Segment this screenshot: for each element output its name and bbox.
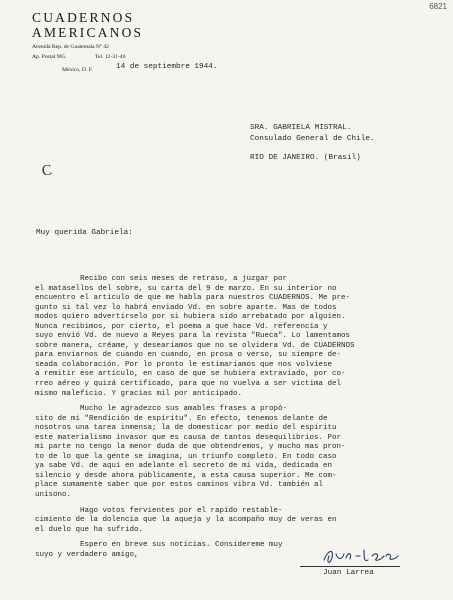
handwritten-signature bbox=[320, 544, 400, 568]
paragraph-2: Mucho le agradezco sus amables frases a propó- sito de mi "Rendición de espíritu". En efecto, tenemos delante de nosotros una tarea inmensa; la de domesticar por medio del espíritu este materialismo invasor que es causa de tantos desequilibrios. Por mi parte no tengo la menor duda de que obtendremos, y mucho mas pron- to de lo que la gente se imagina, un triunfo completo. En todo caso ya sabe Vd. de aquí en adelante el secreto de mi vida, dedicada en silencio y desde ahora públicamente, a esta causa superior. Me com- place sumamente saber que por estos caminos vibra Vd. también al unísono. bbox=[35, 405, 346, 500]
salutation: Muy querida Gabriela: bbox=[36, 229, 133, 237]
letterhead-tel: Tel. 12-31-46 bbox=[95, 54, 126, 60]
letter-date: 14 de septiembre 1944. bbox=[116, 63, 218, 71]
margin-mark: C bbox=[40, 162, 54, 180]
paragraph-4: Espero en breve sus noticias. Considereme muy suyo y verdadero amigo, bbox=[35, 541, 283, 559]
recipient-role: Consulado General de Chile. bbox=[250, 135, 375, 143]
letter-body bbox=[35, 275, 435, 560]
recipient-city: RIO DE JANEIRO. (Brasil) bbox=[250, 154, 361, 162]
signature-name: Juan Larrea bbox=[323, 569, 374, 577]
paragraph-1: Recibo con seis meses de retraso, a juzgar por el matasellos del sobre, su carta del 9 de marzo. En su interior no encuentro el artículo de que me habla para nuestros CUADERNOS. Me pre- gunto si tal vez lo habrá enviado Vd. en sobre aparte. Mas de todos modos quiero advertírselo por si hubiera sido arrebatado por alguien. Nunca recibimos, por cierto, el poema a que hace Vd. referencia y suyo envió Vd. de nuevo a Reyes para la revista "Rueca". Lo lamentamos sobre manera, créame, y desearíamos que no se olvidera Vd. de CUADERNOS para enviarnos de cuando en cuando, en prosa o verso, su siempre de- seada colaboración. Por lo pronto le estimaríamos que nos volviese a remitir ese artículo, en caso de que se hubiera extraviado, por co- rreo aéreo y quizá certificado, para que no vuelva a ser víctima del mismo maleficio. Y gracias mil por anticipado. bbox=[35, 275, 355, 398]
recipient-name: SRA. GABRIELA MISTRAL. bbox=[250, 124, 352, 132]
letterhead-title-line1: CUADERNOS bbox=[32, 10, 135, 25]
paragraph-3: Hago votos fervientes por el rapido restable- cimiento de la dolencia que la aqueja y la acompaño muy de veras en el duelo que ha sufrido. bbox=[35, 506, 337, 534]
signature-line bbox=[300, 566, 400, 567]
letterhead-postal: Ap. Postal 965. bbox=[32, 54, 67, 60]
letterhead-address: Avenida Rep. de Guatemala Nº 42 bbox=[32, 44, 109, 50]
letterhead-title-line2: AMERICANOS bbox=[32, 25, 144, 40]
page-number: 6821 bbox=[429, 2, 447, 11]
letterhead-city: México, D. F. bbox=[62, 67, 93, 73]
